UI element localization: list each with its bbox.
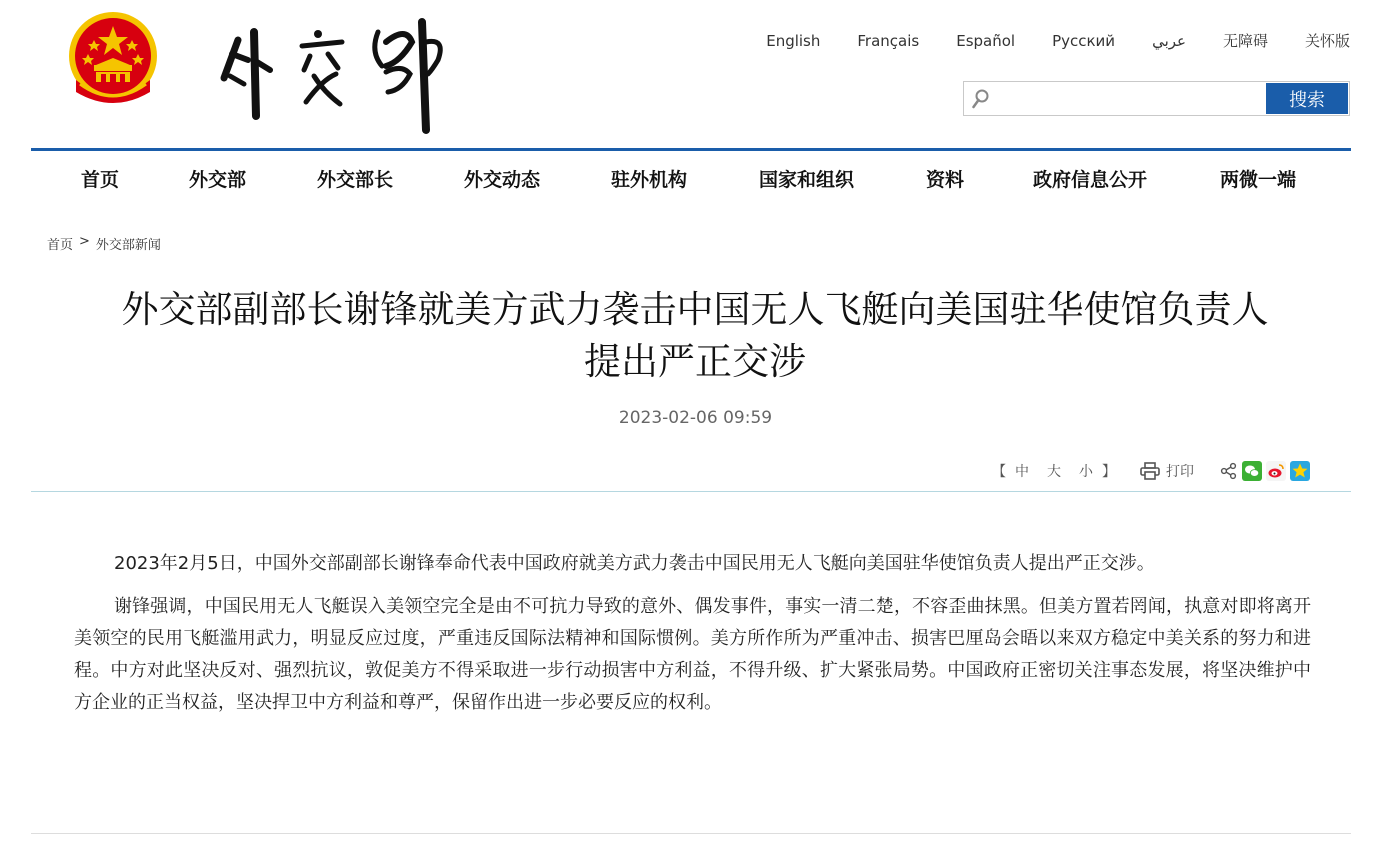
nav-item-minister[interactable]: 外交部长 — [317, 169, 394, 191]
breadcrumb-separator: > — [79, 234, 90, 249]
lang-arabic-link[interactable]: عربي — [1152, 31, 1186, 50]
breadcrumb-home-link[interactable]: 首页 — [47, 238, 74, 253]
font-size-medium-button[interactable]: 中 — [1015, 464, 1029, 480]
breadcrumb — [47, 234, 161, 253]
main-nav — [31, 151, 1351, 207]
article-toolbar — [992, 459, 1310, 483]
nav-item-countries-organizations[interactable]: 国家和组织 — [759, 169, 855, 191]
font-size-close-bracket: 】 — [1102, 464, 1116, 480]
font-size-open-bracket: 【 — [992, 464, 1006, 480]
nav-item-diplomatic-activities[interactable]: 外交动态 — [464, 169, 541, 191]
article-date: 2023-02-06 09:59 — [618, 408, 773, 428]
search-button[interactable]: 搜索 — [1266, 83, 1348, 114]
care-mode-link[interactable]: 关怀版 — [1304, 32, 1350, 50]
nav-item-ministry[interactable]: 外交部 — [189, 169, 247, 191]
article-title-line-1: 外交部副部长谢锋就美方武力袭击中国无人飞艇向美国驻华使馆负责人 — [121, 288, 1269, 331]
footer-divider — [31, 833, 1351, 834]
share-icon[interactable] — [1220, 462, 1238, 480]
font-size-large-button[interactable]: 大 — [1047, 464, 1061, 480]
article-divider — [31, 491, 1351, 492]
national-emblem-logo[interactable] — [66, 10, 160, 110]
share-group — [1220, 461, 1310, 481]
font-size-small-button[interactable]: 小 — [1079, 464, 1093, 480]
print-label: 打印 — [1166, 464, 1194, 480]
lang-spanish-link[interactable]: Español — [956, 31, 1016, 50]
article-title-line-2: 提出严正交涉 — [584, 340, 806, 383]
nav-item-resources[interactable]: 资料 — [926, 169, 965, 191]
nav-item-home[interactable]: 首页 — [81, 169, 120, 191]
search-input[interactable] — [998, 83, 1266, 114]
search-icon — [970, 88, 992, 110]
article-body — [74, 548, 1311, 730]
nav-item-missions-overseas[interactable]: 驻外机构 — [611, 169, 688, 191]
nav-item-government-information[interactable]: 政府信息公开 — [1033, 169, 1148, 191]
article-title — [50, 284, 1340, 388]
search-box — [963, 81, 1350, 116]
nav-item-social-media[interactable]: 两微一端 — [1220, 169, 1297, 191]
print-button[interactable] — [1140, 461, 1194, 481]
article-paragraph: 2023年2月5日，中国外交部副部长谢锋奉命代表中国政府就美方武力袭击中国民用无人飞艇向美国驻华使馆负责人提出严正交涉。 — [114, 553, 1155, 574]
lang-french-link[interactable]: Français — [857, 31, 920, 50]
lang-english-link[interactable]: English — [766, 31, 821, 50]
weibo-icon[interactable] — [1266, 461, 1286, 481]
breadcrumb-section-link[interactable]: 外交部新闻 — [95, 238, 161, 253]
wechat-icon[interactable] — [1242, 461, 1262, 481]
accessibility-link[interactable]: 无障碍 — [1222, 32, 1268, 50]
language-bar — [766, 30, 1350, 51]
lang-russian-link[interactable]: Русский — [1052, 31, 1116, 50]
article-paragraph: 谢锋强调，中国民用无人飞艇误入美领空完全是由不可抗力导致的意外、偶发事件，事实一清二楚，不容歪曲抹黑。但美方置若罔闻，执意对即将离开美领空的民用飞艇滥用武力，明显反应过度，严重违反国际法精神和国际惯例。美方所作所为严重冲击、损害巴厘岛会晤以来双方稳定中美关系的努力和进程。中方对此坚决反对、强烈抗议，敦促美方不得采取进一步行动损害中方利益，不得升级、扩大紧张局势。中国政府正密切关注事态发展，将坚决维护中方企业的正当权益，坚决捍卫中方利益和尊严，保留作出进一步必要反应的权利。 — [74, 596, 1311, 713]
ministry-calligraphy-logo[interactable] — [210, 12, 455, 137]
printer-icon — [1140, 462, 1160, 480]
qzone-icon[interactable] — [1290, 461, 1310, 481]
